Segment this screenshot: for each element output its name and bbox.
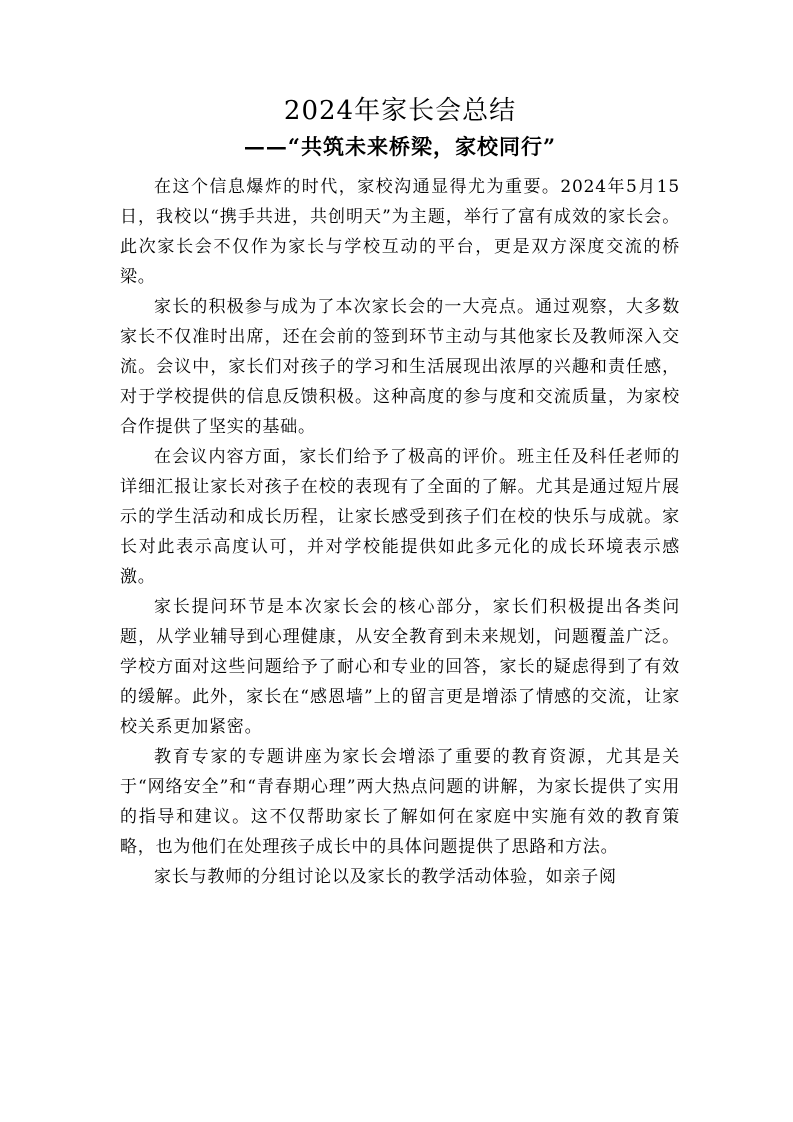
document-title: 2024年家长会总结 [283, 96, 517, 126]
paragraph-content: 在会议内容方面，家长们给予了极高的评价。班主任及科任老师的详细汇报让家长对孩子在校的表现有了全面的了解。尤其是通过短片展示的学生活动和成长历程，让家长感受到孩子们在校的快乐与成就。家长对此表示高度认可，并对学校能提供如此多元化的成长环境表示感激。 [120, 447, 680, 587]
paragraph-questions: 家长提问环节是本次家长会的核心部分，家长们积极提出各类问题，从学业辅导到心理健康，从安全教育到未来规划，问题覆盖广泛。学校方面对这些问题给予了耐心和专业的回答，家长的疑虑得到了有效的缓解。此外，家长在“感恩墙”上的留言更是增添了情感的交流，让家校关系更加紧密。 [120, 597, 680, 737]
document-subtitle: ——“共筑未来桥梁，家校同行” [243, 134, 557, 159]
paragraph-lecture: 教育专家的专题讲座为家长会增添了重要的教育资源，尤其是关于“网络安全”和“青春期心理”两大热点问题的讲解，为家长提供了实用的指导和建议。这不仅帮助家长了解如何在家庭中实施有效的教育策略，也为他们在处理孩子成长中的具体问题提供了思路和方法。 [120, 747, 680, 857]
paragraph-discussion: 家长与教师的分组讨论以及家长的教学活动体验，如亲子阅 [154, 867, 617, 887]
paragraph-intro: 在这个信息爆炸的时代，家校沟通显得尤为重要。2024年5月15日，我校以“携手共进，共创明天”为主题，举行了富有成效的家长会。此次家长会不仅作为家长与学校互动的平台，更是双方深度交流的桥梁。 [120, 177, 680, 287]
document-body [120, 94, 680, 892]
paragraph-participation: 家长的积极参与成为了本次家长会的一大亮点。通过观察，大多数家长不仅准时出席，还在会前的签到环节主动与其他家长及教师深入交流。会议中，家长们对孩子的学习和生活展现出浓厚的兴趣和责任感，对于学校提供的信息反馈积极。这种高度的参与度和交流质量，为家校合作提供了坚实的基础。 [120, 297, 680, 437]
